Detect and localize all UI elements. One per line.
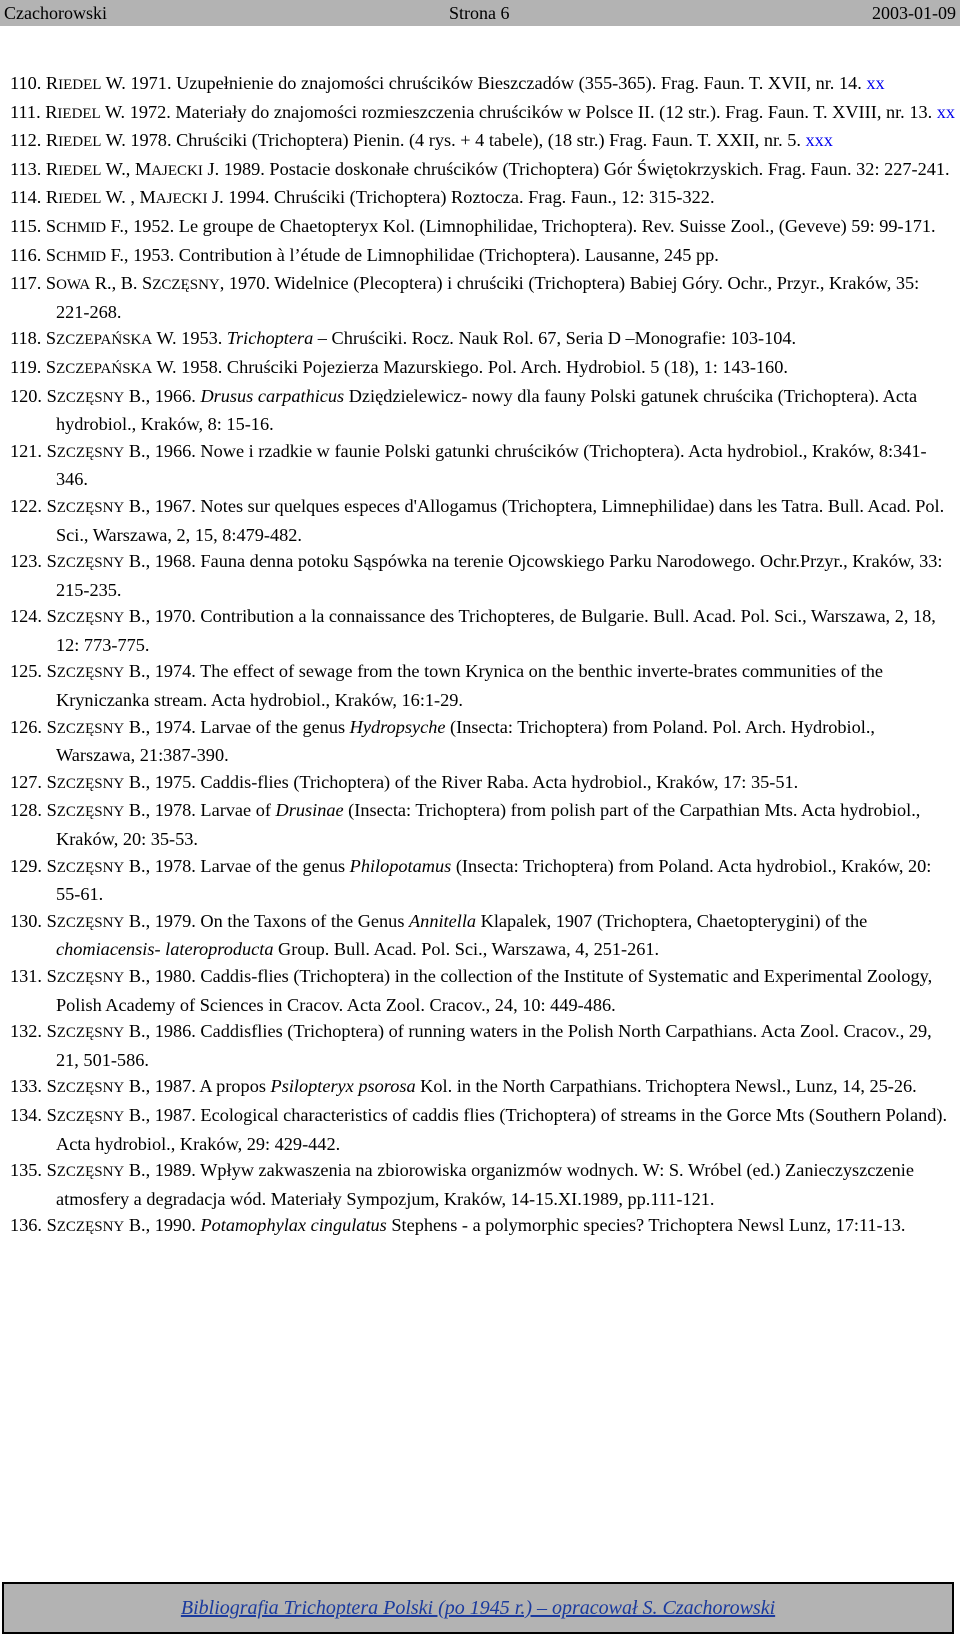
- reference-text: J. 1994. Chruściki (Trichoptera) Roztocza. Frag. Faun., 12: 315-322.: [207, 187, 715, 208]
- reference-text: S: [42, 771, 57, 792]
- reference-number: 125.: [10, 661, 42, 682]
- author-surname: ZCZĘSNY: [56, 1080, 125, 1097]
- reference-text: W., M: [101, 158, 152, 179]
- reference-text: S: [41, 328, 57, 349]
- author-surname: ZCZĘSNY: [56, 1025, 125, 1042]
- reference-entry: [10, 270, 956, 325]
- reference-text: F., 1952. Le groupe de Chaetopteryx Kol. (Limnophilidae, Trichoptera). Rev. Suisse Zool., (Geveve) 59: 99-171.: [106, 215, 936, 236]
- reference-number: 120.: [10, 385, 42, 406]
- header-date: 2003-01-09: [872, 3, 956, 23]
- reference-list: [10, 70, 956, 1241]
- author-surname: ZCZEPAŃSKA: [56, 360, 153, 377]
- reference-number: 130.: [10, 910, 42, 931]
- reference-entry: [10, 354, 956, 383]
- reference-text: , 1970. Widelnice (Plecoptera) i chruściki (Trichoptera) Babiej Góry. Ochr., Przyr., Kraków, 35: 221-268.: [56, 273, 920, 322]
- reference-text: Group. Bull. Acad. Pol. Sci., Warszawa, 4, 251-261.: [273, 939, 660, 960]
- reference-entry: [10, 1018, 956, 1073]
- taxon-name: Trichoptera: [226, 328, 314, 349]
- reference-number: 122.: [10, 495, 42, 516]
- reference-number: 136.: [10, 1215, 42, 1236]
- reference-number: 117.: [10, 273, 42, 294]
- author-surname: CHMID: [56, 219, 107, 236]
- reference-entry: [10, 963, 956, 1018]
- reference-entry: [10, 769, 956, 798]
- reference-entry: [10, 127, 956, 156]
- reference-text: R: [41, 187, 59, 208]
- reference-text: B., 1990.: [124, 1215, 201, 1236]
- reference-text: B., 1986. Caddisflies (Trichoptera) of running waters in the Polish North Carpathians. Acta Zool. Cracov., 29, 21, 501-586.: [56, 1021, 932, 1070]
- reference-entry: [10, 70, 956, 99]
- header-page-number: Strona 6: [449, 3, 510, 23]
- reference-text: W. 1972. Materiały do znajomości rozmieszczenia chruścików w Polsce II. (12 str.). Frag. Faun. T. XVIII, nr. 13.: [100, 101, 937, 122]
- reference-text: S: [42, 1076, 57, 1097]
- reference-number: 124.: [10, 606, 42, 627]
- reference-text: S: [42, 440, 57, 461]
- author-surname: ZCZĘSNY: [56, 444, 125, 461]
- author-surname: ZCZĘSNY: [56, 1164, 125, 1181]
- reference-text: B., 1978. Larvae of the genus: [124, 855, 350, 876]
- reference-text: Klapalek, 1907 (Trichoptera, Chaetopterygini) of the: [476, 910, 868, 931]
- reference-number: 127.: [10, 771, 42, 792]
- reference-number: 132.: [10, 1021, 42, 1042]
- reference-number: 134.: [10, 1104, 42, 1125]
- reference-number: 113.: [10, 158, 42, 179]
- reference-text: S: [42, 910, 57, 931]
- header-author: Czachorowski: [4, 3, 107, 23]
- reference-number: 115.: [10, 215, 42, 236]
- footer-title[interactable]: Bibliografia Trichoptera Polski (po 1945 r.) – opracował S. Czachorowski: [180, 1597, 776, 1619]
- author-surname: ZCZĘSNY: [152, 277, 220, 294]
- taxon-name: chomiacensis- lateroproducta: [56, 939, 274, 960]
- reference-text: S: [41, 356, 57, 377]
- author-surname: AJECKI: [151, 162, 203, 179]
- author-surname: IEDEL: [58, 191, 102, 208]
- reference-text: W. , M: [101, 187, 156, 208]
- reference-text: B., 1970. Contribution a la connaissance des Trichopteres, de Bulgarie. Bull. Acad. Pol. Sci., Warszawa, 2, 18, 12: 773-775.: [56, 606, 936, 655]
- reference-text: S: [41, 244, 57, 265]
- reference-entry: [10, 325, 956, 354]
- reference-text: S: [41, 215, 57, 236]
- taxon-name: Drusus carpathicus: [200, 385, 345, 406]
- reference-entry: [10, 383, 956, 438]
- reference-text: B., 1989. Wpływ zakwaszenia na zbiorowiska organizmów wodnych. W: S. Wróbel (ed.) Zanieczyszczenie atmosfery a degradacja wód. Materiały Sympozjum, Kraków, 14-15.XI.1989, pp.111-121.: [56, 1160, 914, 1209]
- reference-text: S: [42, 495, 57, 516]
- reference-text: R., B. S: [90, 273, 153, 294]
- reference-link[interactable]: xx: [936, 101, 956, 122]
- reference-text: S: [42, 966, 57, 986]
- author-surname: ZCZĘSNY: [56, 804, 125, 821]
- reference-entry: [10, 1157, 956, 1212]
- reference-entry: [10, 213, 956, 242]
- author-surname: ZCZĘSNY: [56, 499, 125, 516]
- author-surname: ZCZĘSNY: [56, 859, 125, 876]
- taxon-name: Annitella: [409, 910, 477, 931]
- reference-text: R: [41, 130, 59, 151]
- reference-text: (Insecta: Trichoptera) from polish part of the Carpathian Mts. Acta hydrobiol., Kraków, 20: 35-53.: [56, 800, 921, 850]
- reference-text: S: [41, 273, 57, 294]
- reference-number: 118.: [10, 328, 42, 349]
- reference-text: B., 1987. Ecological characteristics of caddis flies (Trichoptera) of streams in the Gorce Mts (Southern Poland). Acta hydrobiol., Kraków, 29: 429-442.: [56, 1104, 948, 1154]
- reference-text: R: [40, 101, 58, 122]
- taxon-name: Potamophylax cingulatus: [200, 1215, 387, 1236]
- author-surname: ZCZĘSNY: [56, 970, 125, 986]
- page-footer: [2, 1582, 954, 1634]
- reference-text: B., 1966. Nowe i rzadkie w faunie Polski gatunki chruścików (Trichoptera). Acta hydrobiol., Kraków, 8:341-346.: [56, 440, 927, 490]
- author-surname: IEDEL: [57, 105, 101, 122]
- reference-number: 112.: [10, 130, 42, 151]
- reference-text: R: [41, 158, 59, 179]
- reference-number: 123.: [10, 551, 42, 572]
- author-surname: ZCZĘSNY: [56, 1219, 125, 1236]
- author-surname: CHMID: [56, 248, 107, 265]
- reference-entry: [10, 438, 956, 493]
- reference-text: S: [42, 1160, 57, 1181]
- author-surname: ZCZEPAŃSKA: [56, 332, 153, 349]
- taxon-name: Drusinae: [275, 800, 344, 821]
- reference-number: 133.: [10, 1076, 42, 1097]
- reference-text: Kol. in the North Carpathians. Trichoptera Newsl., Lunz, 14, 25-26.: [415, 1076, 917, 1097]
- reference-entry: [10, 156, 956, 185]
- author-surname: IEDEL: [58, 162, 102, 179]
- reference-entry: [10, 1073, 956, 1102]
- page-header: [0, 0, 960, 26]
- author-surname: ZCZĘSNY: [56, 1108, 125, 1125]
- author-surname: ZCZĘSNY: [56, 665, 125, 682]
- reference-number: 131.: [10, 966, 42, 986]
- reference-entry: [10, 1212, 956, 1241]
- reference-text: S: [42, 385, 57, 406]
- reference-entry: [10, 714, 956, 769]
- reference-number: 126.: [10, 716, 42, 737]
- author-surname: OWA: [56, 277, 91, 294]
- reference-entry: [10, 184, 956, 213]
- reference-text: S: [42, 551, 57, 572]
- reference-text: W. 1958. Chruściki Pojezierza Mazurskiego. Pol. Arch. Hydrobiol. 5 (18), 1: 143-160.: [152, 356, 788, 377]
- reference-text: W. 1971. Uzupełnienie do znajomości chruścików Bieszczadów (355-365). Frag. Faun. T. XVII, nr. 14.: [101, 73, 867, 93]
- taxon-name: Philopotamus: [349, 855, 452, 876]
- reference-entry: [10, 908, 956, 963]
- reference-text: (Insecta: Trichoptera) from Poland. Acta hydrobiol., Kraków, 20: 55-61.: [56, 855, 932, 905]
- author-surname: IEDEL: [58, 77, 102, 93]
- author-surname: IEDEL: [58, 134, 102, 151]
- author-surname: ZCZĘSNY: [56, 775, 125, 792]
- reference-text: S: [42, 716, 57, 737]
- reference-entry: [10, 493, 956, 548]
- reference-text: B., 1967. Notes sur quelques especes d'Allogamus (Trichoptera, Limnephilidae) dans les Tatra. Bull. Acad. Pol. Sci., Warszawa, 2, 15, 8:479-482.: [56, 495, 945, 545]
- reference-text: J. 1989. Postacie doskonałe chruścików (Trichoptera) Gór Świętokrzyskich. Frag. Faun. 32: 227-241.: [202, 158, 950, 179]
- reference-text: B., 1966.: [124, 385, 201, 406]
- reference-text: B., 1968. Fauna denna potoku Sąspówka na terenie Ojcowskiego Parku Narodowego. Ochr.Przyr., Kraków, 33: 215-235.: [56, 551, 943, 600]
- reference-text: S: [42, 1215, 57, 1236]
- reference-text: S: [42, 1104, 57, 1125]
- reference-text: B., 1974. Larvae of the genus: [124, 716, 350, 737]
- reference-text: W. 1978. Chruściki (Trichoptera) Pienin. (4 rys. + 4 tabele), (18 str.) Frag. Faun. T. XXII, nr. 5.: [101, 130, 806, 151]
- reference-text: W. 1953.: [152, 328, 227, 349]
- reference-number: 128.: [10, 800, 42, 821]
- reference-text: Dziędzielewicz- nowy dla fauny Polski gatunek chruścika (Trichoptera). Acta hydrobiol., Kraków, 8: 15-16.: [56, 385, 918, 435]
- reference-text: S: [42, 1021, 57, 1042]
- reference-link[interactable]: xxx: [805, 130, 833, 151]
- reference-entry: [10, 99, 956, 128]
- reference-text: B., 1975. Caddis-flies (Trichoptera) of the River Raba. Acta hydrobiol., Kraków, 17: 35-51.: [124, 771, 799, 792]
- author-surname: ZCZĘSNY: [56, 389, 125, 406]
- reference-number: 135.: [10, 1160, 42, 1181]
- reference-text: B., 1987. A propos: [124, 1076, 271, 1097]
- reference-text: B., 1980. Caddis-flies (Trichoptera) in the collection of the Institute of Systematic and Experimental Zoology, Polish Academy of Sciences in Cracov. Acta Zool. Cracov., 24, 10: 449-486.: [56, 966, 933, 1015]
- reference-number: 129.: [10, 855, 42, 876]
- reference-text: Stephens - a polymorphic species? Trichoptera Newsl Lunz, 17:11-13.: [386, 1215, 906, 1236]
- reference-text: B., 1979. On the Taxons of the Genus: [124, 910, 410, 931]
- reference-entry: [10, 853, 956, 908]
- author-surname: ZCZĘSNY: [56, 610, 125, 627]
- taxon-name: Hydropsyche: [349, 716, 446, 737]
- reference-entry: [10, 1102, 956, 1157]
- reference-number: 121.: [10, 440, 42, 461]
- reference-text: S: [42, 855, 57, 876]
- reference-text: – Chruściki. Rocz. Nauk Rol. 67, Seria D –Monografie: 103-104.: [313, 328, 797, 349]
- reference-text: B., 1974. The effect of sewage from the town Krynica on the benthic inverte-brates communities of the Kryniczanka stream. Acta hydrobiol., Kraków, 16:1-29.: [56, 661, 884, 711]
- taxon-name: Psilopteryx psorosa: [270, 1076, 416, 1097]
- reference-entry: [10, 658, 956, 713]
- reference-number: 114.: [10, 187, 42, 208]
- reference-text: S: [42, 606, 57, 627]
- reference-entry: [10, 548, 956, 603]
- author-surname: ZCZĘSNY: [56, 555, 125, 572]
- author-surname: AJECKI: [155, 191, 208, 208]
- reference-entry: [10, 603, 956, 658]
- reference-text: F., 1953. Contribution à l’étude de Limnophilidae (Trichoptera). Lausanne, 245 pp.: [106, 244, 719, 265]
- reference-number: 116.: [10, 244, 42, 265]
- reference-text: R: [41, 73, 59, 93]
- reference-link[interactable]: xx: [866, 73, 885, 93]
- reference-text: (Insecta: Trichoptera) from Poland. Pol. Arch. Hydrobiol., Warszawa, 21:387-390.: [56, 716, 875, 766]
- reference-number: 110.: [10, 73, 42, 93]
- author-surname: ZCZĘSNY: [56, 914, 125, 931]
- reference-number: 111.: [10, 101, 41, 122]
- reference-text: B., 1978. Larvae of: [124, 800, 276, 821]
- reference-number: 119.: [10, 356, 42, 377]
- author-surname: ZCZĘSNY: [56, 720, 125, 737]
- reference-text: S: [42, 800, 57, 821]
- reference-entry: [10, 797, 956, 852]
- reference-entry: [10, 242, 956, 271]
- reference-text: S: [42, 661, 57, 682]
